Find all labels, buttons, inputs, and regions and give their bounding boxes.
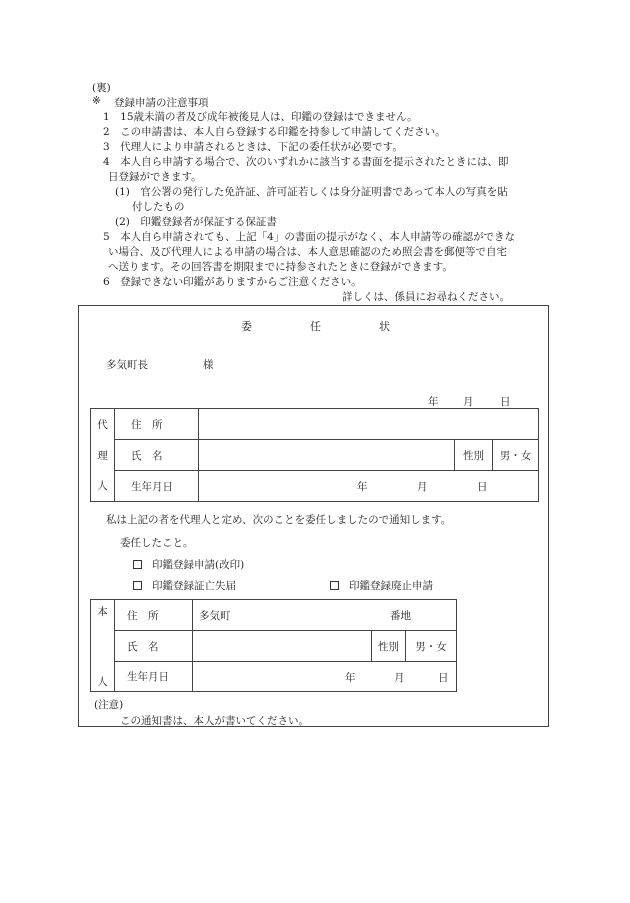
- note-6: 6 登録できない印鑑がありますからご注意ください。: [103, 276, 362, 288]
- addressee-honorific: 様: [203, 359, 214, 371]
- principal-birthdate-label: 生年月日: [115, 662, 193, 692]
- checkbox-icon[interactable]: [133, 581, 142, 590]
- delegated-matters-label: 委任したこと。: [120, 537, 194, 549]
- checkbox-icon[interactable]: [133, 560, 142, 569]
- agent-birthdate-field[interactable]: [199, 471, 539, 502]
- note-4-line1: 4 本人自ら申請する場合で、次のいずれかに該当する書面を提示されたときには、即: [103, 156, 509, 168]
- date-year-label: 年: [428, 396, 439, 408]
- agent-side-char-2: 理: [91, 440, 115, 471]
- principal-town: 多気町: [199, 610, 231, 622]
- agent-side-char-1: 代: [91, 409, 115, 440]
- agent-side-char-3: 人: [91, 471, 115, 502]
- delegation-statement: 私は上記の者を代理人と定め、次のことを委任しましたので通知します。: [106, 514, 452, 526]
- agent-birth-month-label: 月: [417, 481, 428, 493]
- reference-mark: ※: [92, 95, 101, 107]
- notes-title: 登録申請の注意事項: [114, 97, 209, 109]
- principal-name-field[interactable]: [193, 631, 372, 662]
- inquiry-note: 詳しくは、係員にお尋ねください。: [342, 291, 510, 303]
- principal-banchi-label: 番地: [390, 610, 411, 622]
- agent-gender-options[interactable]: 男・女: [493, 440, 539, 471]
- principal-side-spacer: [91, 631, 115, 662]
- note-5-line2: い場合、及び代理人による申請の場合は、本人意思確認のため照会書を郵便等で自宅: [108, 246, 507, 258]
- date-day-label: 日: [500, 396, 511, 408]
- sub-note-1-line2: 付したもの: [132, 201, 185, 213]
- option-registration-abolition[interactable]: [330, 578, 433, 593]
- principal-birth-year-label: 年: [345, 672, 356, 684]
- form-note-text: この通知書は、本人が書いてください。: [120, 715, 309, 727]
- principal-birth-day-label: 日: [438, 672, 449, 684]
- principal-gender-options[interactable]: 男・女: [406, 631, 457, 662]
- principal-table: [90, 599, 457, 692]
- note-1: 1 15歳未満の者及び成年被後見人は、印鑑の登録はできません。: [103, 111, 418, 123]
- agent-address-label: 住 所: [115, 409, 199, 440]
- agent-birth-year-label: 年: [357, 481, 368, 493]
- agent-name-label: 氏 名: [115, 440, 199, 471]
- agent-table: [90, 408, 539, 502]
- note-5-line1: 5 本人自ら申請されても、上記「4」の書面の提示がなく、本人申請等の確認ができな: [103, 231, 516, 243]
- sub-note-1-line1: (1) 官公署の発行した免許証、許可証若しくは身分証明書であって本人の写真を貼: [115, 186, 508, 198]
- form-title-char-2: 任: [310, 320, 321, 333]
- option-lost-certificate[interactable]: [133, 578, 236, 593]
- form-title-char-1: 委: [241, 320, 252, 333]
- agent-address-field[interactable]: [199, 409, 539, 440]
- option-seal-registration[interactable]: [133, 557, 244, 572]
- addressee: 多気町長: [106, 359, 148, 371]
- agent-birth-day-label: 日: [477, 481, 488, 493]
- principal-address-label: 住 所: [115, 600, 193, 631]
- option-label: 印鑑登録申請(改印): [152, 559, 245, 571]
- principal-birthdate-field[interactable]: [193, 662, 457, 692]
- principal-side-char-2: 人: [91, 662, 115, 692]
- option-label: 印鑑登録証亡失届: [152, 580, 236, 592]
- note-5-line3: へ送ります。その回答書を期限までに持参されたときに登録ができます。: [108, 261, 453, 273]
- note-2: 2 この申請書は、本人自ら登録する印鑑を持参して申請してください。: [103, 126, 446, 138]
- form-note-label: (注意): [94, 699, 124, 711]
- agent-gender-label: 性別: [455, 440, 493, 471]
- sub-note-2: (2) 印鑑登録者が保証する保証書: [115, 216, 277, 228]
- agent-birthdate-label: 生年月日: [115, 471, 199, 502]
- principal-gender-label: 性別: [372, 631, 406, 662]
- principal-address-field[interactable]: [193, 600, 457, 631]
- back-side-label: (裏): [92, 82, 111, 94]
- note-4-line2: 日登録ができます。: [108, 171, 202, 183]
- principal-birth-month-label: 月: [394, 672, 405, 684]
- checkbox-icon[interactable]: [330, 581, 339, 590]
- option-label: 印鑑登録廃止申請: [349, 580, 433, 592]
- principal-name-label: 氏 名: [115, 631, 193, 662]
- form-title-char-3: 状: [379, 320, 390, 333]
- principal-side-char-1: 本: [91, 600, 115, 631]
- agent-name-field[interactable]: [199, 440, 455, 471]
- note-3: 3 代理人により申請されるときは、下記の委任状が必要です。: [103, 141, 403, 153]
- date-month-label: 月: [463, 396, 474, 408]
